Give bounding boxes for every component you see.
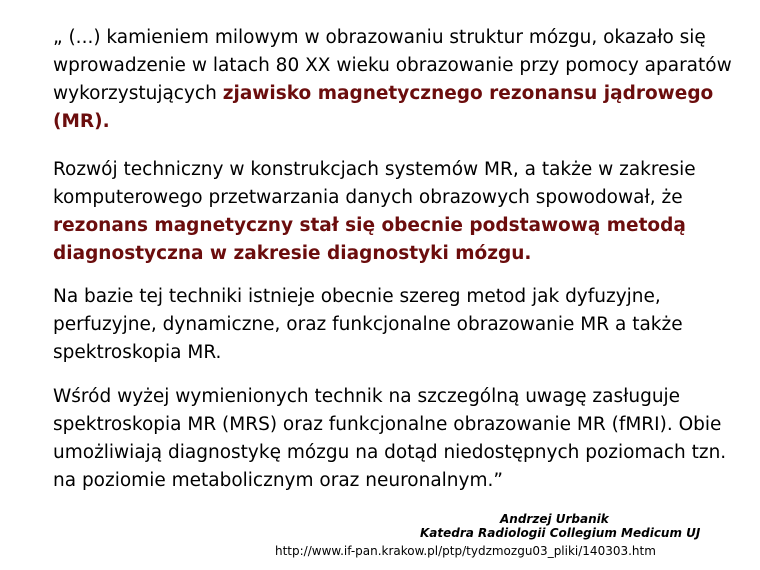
- paragraph-2-text: Rozwój techniczny w konstrukcjach systemów MR, a także w zakresie komputerowego przetwarzania danych obrazowych spowodował, że: [53, 159, 696, 208]
- paragraph-1-highlight: zjawisko magnetycznego rezonansu jądrowego (MR).: [53, 83, 714, 132]
- paragraph-4-text: Wśród wyżej wymienionych technik na szczególną uwagę zasługuje spektroskopia MR (MRS) oraz funkcjonalne obrazowanie MR (fMRI). Obie umożliwiają diagnostykę mózgu na dotąd niedostępnych poziomach tzn. na poziomie metabolicznym oraz neuronalnym.”: [53, 386, 727, 491]
- quote-paragraph-4: [53, 383, 733, 495]
- source-link[interactable]: http://www.if-pan.krakow.pl/ptp/tydzmozgu03_pliki/140303.htm: [275, 544, 656, 558]
- paragraph-1-text: „ (...) kamieniem milowym w obrazowaniu struktur mózgu, okazało się wprowadzenie w latach 80 XX wieku obrazowanie przy pomocy aparatów wykorzystujących: [53, 27, 732, 104]
- quote-paragraph-3: [53, 283, 733, 367]
- author-affiliation: Katedra Radiologii Collegium Medicum UJ: [420, 526, 701, 540]
- paragraph-3-text: Na bazie tej techniki istnieje obecnie szereg metod jak dyfuzyjne, perfuzyjne, dynamiczne, oraz funkcjonalne obrazowanie MR a także spektroskopia MR.: [53, 286, 683, 363]
- quote-paragraph-2: [53, 156, 733, 268]
- paragraph-2-highlight: rezonans magnetyczny stał się obecnie podstawową metodą diagnostyczna w zakresie diagnostyki mózgu.: [53, 215, 686, 264]
- author-name: Andrzej Urbanik: [500, 512, 609, 526]
- quote-paragraph-1: [53, 24, 733, 136]
